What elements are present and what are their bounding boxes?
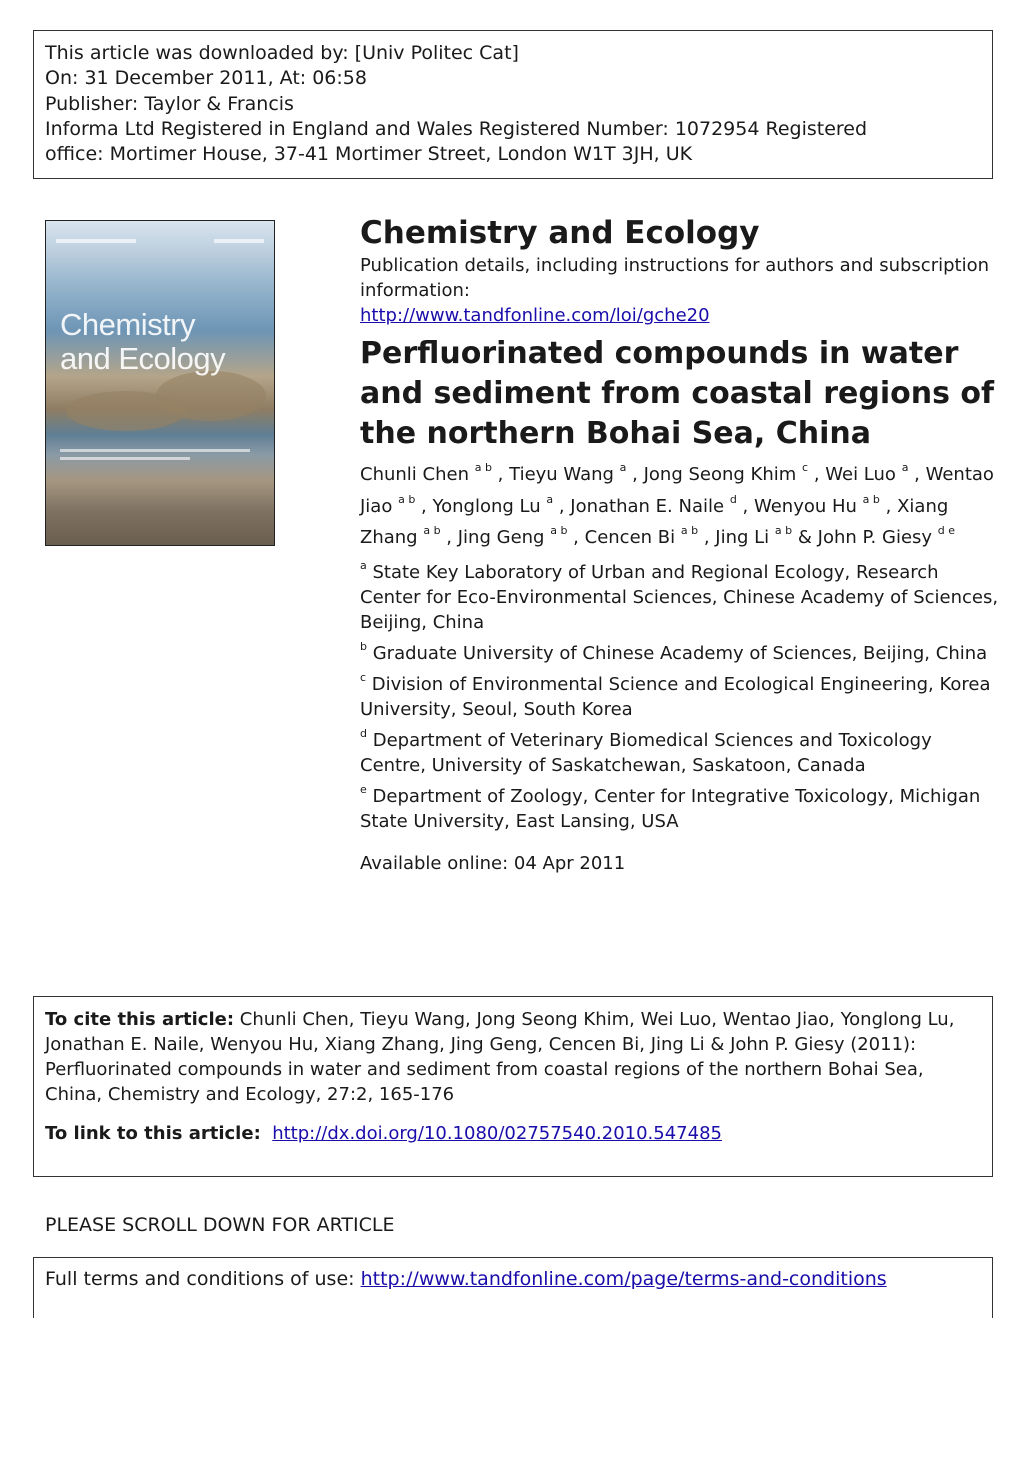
doi-label: To link to this article: (45, 1123, 261, 1144)
cover-rock-shape (156, 371, 266, 421)
terms-label: Full terms and conditions of use: (45, 1268, 355, 1290)
author-name: Cencen Bi (584, 527, 676, 548)
author-separator: & (792, 527, 818, 548)
cover-subtitle-lines (60, 449, 260, 465)
journal-title: Chemistry and Ecology (360, 215, 760, 251)
article-header (360, 213, 1000, 876)
author-affiliation-marker: a (901, 461, 909, 474)
download-notice-line: This article was downloaded by: [Univ Politec Cat] (45, 42, 519, 64)
affiliation-key: c (360, 670, 367, 684)
author-affiliation-marker: a b (550, 524, 568, 537)
author-affiliation-marker: a b (774, 524, 793, 537)
author-name: Wei Luo (825, 464, 896, 485)
citation-text: Chunli Chen, Tieyu Wang, Jong Seong Khim, Wei Luo, Wentao Jiao, Yonglong Lu, Jonathan E. Naile, Wenyou Hu, Xiang Zhang, Jing Geng, Cencen Bi, Jing Li & John P. Giesy (2011): Perfluorinated compounds in water and sediment from coastal regions of the northern Bohai Sea, China, Chemistry and Ecology, 27:2, 165-176 (45, 1009, 955, 1105)
author-name: Chunli Chen (360, 464, 469, 485)
author-affiliation-marker: a b (474, 461, 492, 474)
author-affiliation-marker: a b (423, 524, 441, 537)
author-separator: , (491, 464, 510, 485)
author-separator: , (698, 527, 716, 548)
author-name: Yonglong Lu (432, 495, 541, 517)
author-affiliation-marker: a b (680, 524, 699, 537)
affiliation (360, 672, 1000, 722)
author-name: John P. Giesy (817, 527, 933, 548)
journal-cover-image (45, 220, 275, 546)
citation-paragraph (45, 1007, 981, 1107)
author-name: Wenyou Hu (753, 495, 857, 517)
affiliation (360, 560, 1000, 635)
author-separator: , (626, 464, 644, 485)
affiliation (360, 728, 1000, 778)
author-separator: , (736, 495, 754, 517)
doi-link[interactable]: http://dx.doi.org/10.1080/02757540.2010.547485 (272, 1123, 722, 1144)
author-affiliation-marker: a (546, 492, 554, 506)
author-affiliation-marker: d (729, 492, 737, 506)
affiliation-key: b (360, 639, 367, 653)
author-name: Wentao Jiao (360, 464, 994, 517)
affiliation-text: State Key Laboratory of Urban and Regional Ecology, Research Center for Eco-Environmental Sciences, Chinese Academy of Sciences, Beijing, China (360, 561, 999, 633)
author-name: Xiang Zhang (360, 495, 949, 548)
terms-box (33, 1257, 993, 1327)
doi-line (45, 1121, 981, 1146)
cover-title: Chemistry (60, 307, 196, 342)
citation-box (33, 996, 993, 1177)
author-affiliation-marker: d e (937, 524, 956, 537)
cover-title: and Ecology (60, 341, 226, 376)
author-name: Tieyu Wang (509, 464, 614, 485)
affiliation (360, 641, 1000, 666)
author-list (360, 459, 1000, 554)
author-affiliation-marker: a b (398, 492, 416, 506)
affiliation-key: d (360, 726, 367, 740)
download-notice-line: Publisher: Taylor & Francis (45, 92, 294, 115)
download-notice-line: Informa Ltd Registered in England and Wales Registered Number: 1072954 Registered (45, 117, 868, 140)
download-notice-box (33, 30, 993, 179)
scroll-notice: PLEASE SCROLL DOWN FOR ARTICLE (45, 1214, 395, 1236)
download-notice-line: On: 31 December 2011, At: 06:58 (45, 67, 367, 90)
author-separator: , (567, 527, 585, 548)
available-online: Available online: 04 Apr 2011 (360, 852, 626, 874)
page-cutoff (0, 1318, 1029, 1338)
terms-link[interactable]: http://www.tandfonline.com/page/terms-and-conditions (360, 1268, 887, 1290)
author-name: Jong Seong Khim (643, 464, 797, 485)
author-affiliation-marker: a (619, 461, 627, 474)
affiliation-key: e (360, 782, 367, 796)
download-notice-line: office: Mortimer House, 37-41 Mortimer Street, London W1T 3JH, UK (45, 143, 693, 166)
author-affiliation-marker: c (802, 461, 809, 474)
affiliation-text: Division of Environmental Science and Ecological Engineering, Korea University, Seoul, South Korea (360, 673, 991, 720)
journal-url-link[interactable]: http://www.tandfonline.com/loi/gche20 (360, 305, 710, 326)
author-separator: , (808, 464, 826, 485)
author-name: Jonathan E. Naile (570, 495, 725, 517)
author-separator: , (415, 495, 433, 517)
affiliation-key: a (360, 558, 367, 572)
cover-header-strip (56, 239, 264, 249)
affiliation-text: Department of Veterinary Biomedical Sciences and Toxicology Centre, University of Saskatchewan, Saskatoon, Canada (360, 729, 932, 776)
author-name: Jing Li (715, 527, 770, 548)
author-affiliation-marker: a b (862, 492, 880, 506)
affiliation-list (360, 560, 1000, 834)
author-separator: , (908, 464, 926, 485)
citation-label: To cite this article: (45, 1009, 235, 1030)
author-separator: , (879, 495, 898, 517)
affiliation-text: Graduate University of Chinese Academy of Sciences, Beijing, China (372, 642, 988, 664)
article-title: Perfluorinated compounds in water and sediment from coastal regions of the northern Bohai Sea, China (360, 336, 995, 451)
journal-details: Publication details, including instructions for authors and subscription information: (360, 255, 990, 301)
author-separator: , (553, 495, 571, 517)
author-name: Jing Geng (457, 527, 545, 548)
affiliation (360, 784, 1000, 834)
author-separator: , (440, 527, 458, 548)
affiliation-text: Department of Zoology, Center for Integrative Toxicology, Michigan State University, East Lansing, USA (360, 785, 981, 832)
